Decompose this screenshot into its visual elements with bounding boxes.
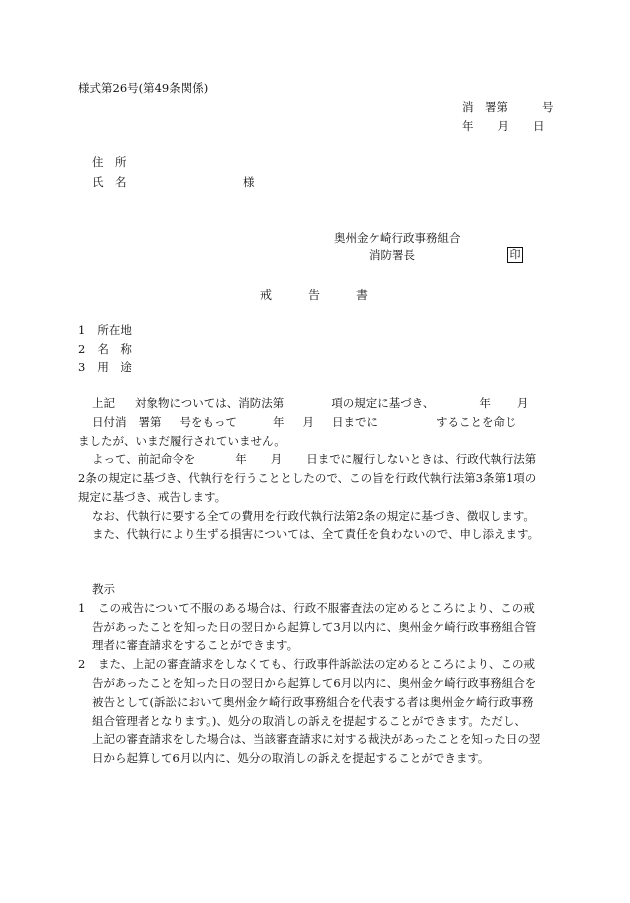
body-paragraph-1-line-3: ましたが、いまだ履行されていません。 bbox=[78, 434, 286, 448]
instruction-item-1-line-3: 理者に審査請求をすることができます。 bbox=[92, 638, 299, 652]
form-number: 様式第26号(第49条関係) bbox=[78, 81, 209, 95]
instruction-item-1-number: 1 bbox=[78, 601, 86, 615]
body-paragraph-3: なお、代執行に要する全ての費用を行政代執行法第2条の規定に基づき、徴収します。 bbox=[92, 509, 535, 523]
body-paragraph-2-line-1: よって、前記命令を 年 月 日までに履行しないときは、行政代執行法第 bbox=[92, 452, 537, 466]
issuer-title: 消防署長 bbox=[369, 248, 415, 262]
instruction-item-2-line-4: 組合管理者となります。)、処分の取消しの訴えを提起することができます。ただし、 bbox=[92, 714, 526, 728]
honorific: 様 bbox=[243, 175, 255, 189]
seal-mark: 印 bbox=[507, 247, 523, 263]
body-paragraph-2-line-2: 2条の規定に基づき、代執行を行うこととしたので、この旨を行政代執行法第3条第1項の bbox=[78, 471, 537, 485]
body-paragraph-1-line-2: 日付消 署第 号をもって 年 月 日までに することを命じ bbox=[92, 415, 517, 429]
document-number bbox=[462, 102, 554, 114]
body-paragraph-1-line-1: 上記 対象物については、消防法第 項の規定に基づき、 年 月 bbox=[92, 396, 529, 410]
issuer-organization: 奥州金ケ崎行政事務組合 bbox=[334, 231, 461, 245]
item-use: 3 用 途 bbox=[78, 360, 132, 374]
date-day: 日 bbox=[533, 119, 545, 133]
date-month: 月 bbox=[497, 119, 509, 133]
instruction-item-1-line-1: この戒告について不服のある場合は、行政不服審査法の定めるところにより、この戒 bbox=[98, 601, 535, 615]
name-label: 氏 名 bbox=[92, 175, 127, 189]
item-name: 2 名 称 bbox=[78, 342, 132, 356]
item-location: 1 所在地 bbox=[78, 323, 132, 337]
instruction-item-2-line-5: 上記の審査請求をした場合は、当該審査請求に対する裁決があったことを知った日の翌 bbox=[92, 732, 541, 746]
body-paragraph-2-line-3: 規定に基づき、戒告します。 bbox=[78, 490, 227, 504]
instruction-heading: 教示 bbox=[92, 582, 115, 596]
date-year: 年 bbox=[462, 119, 474, 133]
address-label: 住 所 bbox=[92, 155, 127, 169]
document-date bbox=[462, 121, 545, 133]
body-paragraph-4: また、代執行により生ずる損害については、全て責任を負わないので、申し添えます。 bbox=[92, 527, 540, 541]
document-title: 戒 告 書 bbox=[260, 288, 369, 302]
instruction-item-1-line-2: 告があったことを知った日の翌日から起算して3月以内に、奥州金ケ崎行政事務組合管 bbox=[92, 620, 537, 634]
instruction-item-2-line-2: 告があったことを知った日の翌日から起算して6月以内に、奥州金ケ崎行政事務組合を bbox=[92, 676, 537, 690]
instruction-item-2-number: 2 bbox=[78, 657, 86, 671]
document-number-suffix: 号 bbox=[542, 100, 554, 114]
instruction-item-2-line-3: 被告として(訴訟において奥州金ケ崎行政事務組合を代表する者は奥州金ケ崎行政事務 bbox=[92, 695, 534, 709]
instruction-item-2-line-6: 日から起算して6月以内に、処分の取消しの訴えを提起することができます。 bbox=[92, 751, 490, 765]
document-number-prefix: 消 署第 bbox=[462, 100, 508, 114]
instruction-item-2-line-1: また、上記の審査請求をしなくても、行政事件訴訟法の定めるところにより、この戒 bbox=[98, 657, 535, 671]
